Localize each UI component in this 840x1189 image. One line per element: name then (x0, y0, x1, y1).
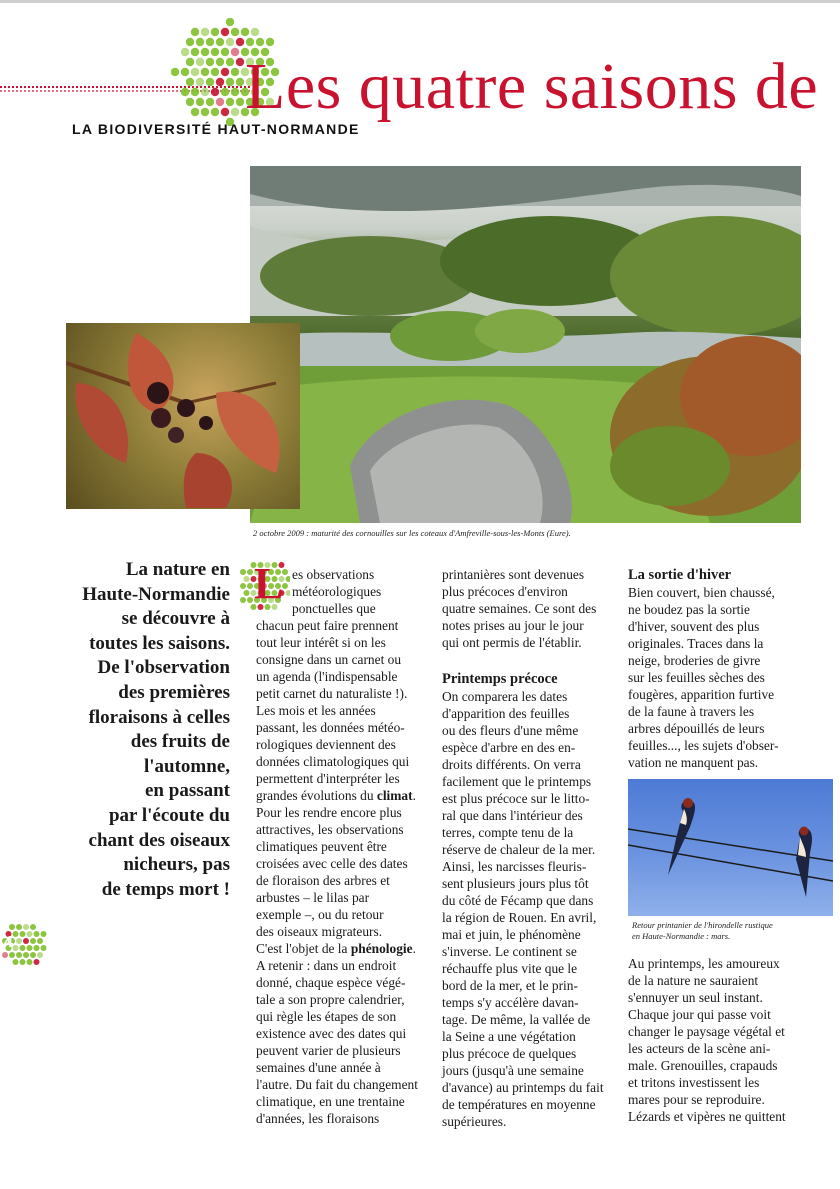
berries-illustration (66, 323, 300, 509)
text-line: la Seine a une végétation (442, 1029, 576, 1044)
text-line: temps s'y accélère davan- (442, 995, 579, 1010)
text-line: qui ont permis de l'établir. (442, 635, 582, 650)
text-line: A retenir : dans un endroit (256, 958, 397, 973)
text-line: d'apparition des feuilles (442, 706, 570, 721)
swallows-caption-line-1: Retour printanier de l'hirondelle rustique (632, 920, 773, 930)
text-line: consigne dans un carnet ou (256, 652, 402, 667)
intro-line: floraisons à celles (88, 706, 230, 728)
landscape-illustration (250, 166, 801, 523)
column-2-paragraph (442, 688, 612, 1130)
text-line: croisées avec celle des dates (256, 856, 408, 871)
text-line: la région de Rouen. En avril, (442, 910, 597, 925)
text-line: Lézards et vipères ne quittent (628, 1109, 786, 1124)
article-column-4 (628, 955, 804, 1125)
text-line: feuilles..., les sujets d'obser- (628, 738, 779, 753)
text-line: rologiques deviennent des (256, 737, 396, 752)
intro-line: Haute-Normandie (82, 583, 230, 605)
text-line: facilement que le printemps (442, 774, 592, 789)
text-line: climatique, en une trentaine (256, 1094, 405, 1109)
column-4-paragraph (628, 955, 804, 1125)
text-line: terres, compte tenu de la (442, 825, 574, 840)
text-line: l'autre. Du fait du changement (256, 1077, 418, 1092)
text-line: de la faune à travers les (628, 704, 755, 719)
text-line: originales. Traces dans la (628, 636, 764, 651)
text-line: arbustes – le lilas par (256, 890, 370, 905)
swallows-illustration (628, 779, 833, 916)
text-line: tout leur intérêt si on les (256, 635, 386, 650)
text-line: semaines d'une année à (256, 1060, 381, 1075)
article-column-3 (628, 566, 804, 771)
text-line: mares pour se reproduire. (628, 1092, 765, 1107)
text-line: Chaque jour qui passe voit (628, 1007, 771, 1022)
text-line: vation ne manquent pas. (628, 755, 759, 770)
text-line: ou des fleurs d'une même (442, 723, 579, 738)
column-3-paragraph (628, 584, 804, 771)
intro-line: des premières (118, 681, 230, 703)
text-line: réchauffe plus vite que le (442, 961, 578, 976)
text-line: Bien couvert, bien chaussé, (628, 585, 775, 600)
intro-line: chant des oiseaux (88, 829, 230, 851)
text-line: espèce d'arbre en des en- (442, 740, 576, 755)
text-line: mai et juin, le phénomène (442, 927, 581, 942)
text-line: ne boudez pas la sortie (628, 602, 750, 617)
text-line: donné, chaque espèce végé- (256, 975, 406, 990)
text-line: es observations (292, 567, 375, 582)
text-line: d'années, les floraisons (256, 1111, 380, 1126)
text-line: météorologiques (292, 584, 382, 599)
page-title: Les quatre saisons de (245, 50, 819, 123)
text-line: changer le paysage végétal et (628, 1024, 785, 1039)
intro-line: La nature en (125, 559, 230, 580)
landscape-caption: 2 octobre 2009 : maturité des cornouilles sur les coteaux d'Amfreville-sous-les-Monts (Eure). (253, 528, 571, 538)
intro-line: de temps mort ! (101, 878, 230, 900)
text-line: chacun peut faire prennent (256, 618, 399, 633)
text-line: bord de la mer, et le prin- (442, 978, 578, 993)
column-2-paragraph-top (442, 566, 612, 651)
phenologie-suffix: . (412, 941, 416, 956)
text-line: droits différents. On verra (442, 757, 581, 772)
text-line: printanières sont devenues (442, 567, 585, 582)
text-line: qui règle les étapes de son (256, 1009, 397, 1024)
text-line: réserve de chaleur de la mer. (442, 842, 596, 857)
berries-photo (66, 323, 300, 509)
text-line: attractives, les observations (256, 822, 404, 837)
text-line: tale a son propre calendrier, (256, 992, 405, 1007)
text-line: plus précoces d'environ (442, 584, 568, 599)
intro-line: par l'écoute du (108, 804, 230, 826)
text-line: s'ennuyer un seul instant. (628, 990, 763, 1005)
text-line: jours (jusqu'à une semaine (442, 1063, 584, 1078)
text-line: climatiques peuvent être (256, 839, 387, 854)
text-line: notes prises au jour le jour (442, 618, 584, 633)
text-line: les acteurs de la scène ani- (628, 1041, 771, 1056)
landscape-photo (250, 166, 801, 523)
top-edge-rule (0, 0, 840, 3)
phenologie-line (256, 940, 426, 957)
text-line: Au printemps, les amoureux (628, 956, 780, 971)
article-column-1 (254, 559, 426, 1127)
intro-line: des fruits de (130, 731, 230, 753)
page-number: 4 (4, 934, 13, 951)
intro-line: se découvre à (121, 608, 230, 630)
article-column-2 (442, 566, 612, 1130)
dropcap (240, 559, 288, 610)
text-line: des oiseaux migrateurs. (256, 924, 383, 939)
text-line: fougères, apparition furtive (628, 687, 775, 702)
column-1-paragraph-3 (256, 957, 426, 1127)
intro-line: De l'observation (97, 657, 230, 679)
text-line: de floraison des arbres et (256, 873, 390, 888)
text-line: Les mois et les années (256, 703, 376, 718)
text-line: ral que dans l'intérieur des (442, 808, 583, 823)
text-line: permettent d'interpréter les (256, 771, 400, 786)
heading-sortie-hiver: La sortie d'hiver (628, 567, 732, 583)
swallows-caption-line-2: en Haute-Normandie : mars. (632, 931, 731, 941)
text-line: est plus précoce sur le litto- (442, 791, 590, 806)
column-1-paragraph-2 (256, 804, 426, 940)
swallows-photo (628, 779, 833, 916)
text-line: On comparera les dates (442, 689, 568, 704)
text-line: arbres dépouillés de leurs (628, 721, 765, 736)
text-line: male. Grenouilles, crapauds (628, 1058, 778, 1073)
intro-text (70, 558, 230, 902)
text-line: tage. De même, la vallée de (442, 1012, 591, 1027)
climat-suffix: . (412, 788, 416, 803)
text-line: quatre semaines. Ce sont des (442, 601, 597, 616)
text-line: neige, broderies de givre (628, 653, 761, 668)
dropcap-letter: L (254, 559, 284, 608)
heading-printemps-precoce: Printemps précoce (442, 671, 558, 687)
intro-line: en passant (145, 780, 230, 802)
intro-line: nicheurs, pas (123, 854, 230, 876)
text-line: passant, les données météo- (256, 720, 405, 735)
climat-line (256, 787, 426, 804)
text-line: un agenda (l'indispensable (256, 669, 398, 684)
text-line: s'inverse. Le continent se (442, 944, 577, 959)
climat-prefix: grandes évolutions du (256, 788, 377, 803)
intro-line: l'automne, (143, 755, 230, 777)
text-line: supérieures. (442, 1114, 507, 1129)
text-line: du côté de Fécamp que dans (442, 893, 594, 908)
climat-keyword: climat (376, 788, 413, 803)
text-line: Pour les rendre encore plus (256, 805, 402, 820)
text-line: plus précoce de quelques (442, 1046, 577, 1061)
text-line: Ainsi, les narcisses fleuris- (442, 859, 587, 874)
text-line: données climatologiques qui (256, 754, 410, 769)
intro-line: toutes les saisons. (89, 632, 230, 654)
text-line: existence avec des dates qui (256, 1026, 407, 1041)
text-line: d'hiver, souvent des plus (628, 619, 760, 634)
text-line: de la nature ne sauraient (628, 973, 759, 988)
text-line: sur les feuilles sèches des (628, 670, 765, 685)
swallows-caption (632, 920, 832, 942)
phenologie-keyword: phénologie (350, 941, 413, 956)
text-line: et tritons investissent les (628, 1075, 760, 1090)
text-line: petit carnet du naturaliste !). (256, 686, 408, 701)
text-line: exemple –, ou du retour (256, 907, 384, 922)
text-line: peuvent varier de plusieurs (256, 1043, 401, 1058)
text-line: d'avance) au printemps du fait (442, 1080, 604, 1095)
text-line: ponctuelles que (292, 601, 376, 616)
text-line: de températures en moyenne (442, 1097, 596, 1112)
section-label: LA BIODIVERSITÉ HAUT-NORMANDE (72, 121, 360, 137)
text-line: sent plusieurs jours plus tôt (442, 876, 589, 891)
phenologie-prefix: C'est l'objet de la (256, 941, 351, 956)
